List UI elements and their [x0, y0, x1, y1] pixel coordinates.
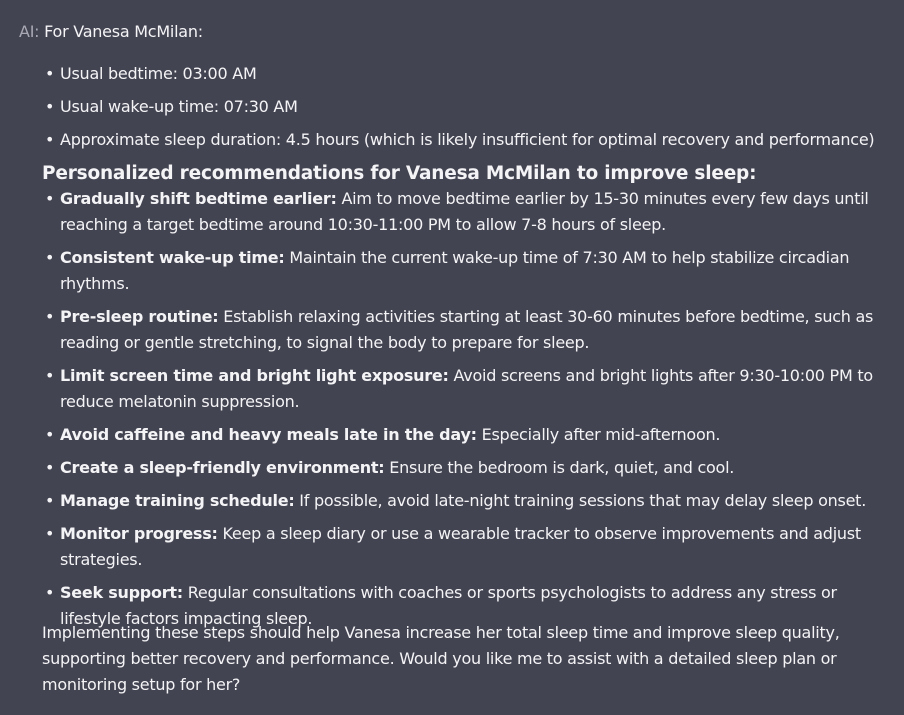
bullet-icon: • — [45, 307, 55, 326]
recommendation-text: Avoid screens and bright lights after 9:30-10:00 PM to reduce melatonin suppression. — [60, 366, 873, 411]
recommendation-title: Consistent wake-up time: — [60, 248, 285, 267]
speaker-label: AI: — [19, 22, 40, 41]
list-item — [42, 521, 892, 573]
recommendation-text: Establish relaxing activities starting at least 30-60 minutes before bedtime, such as reading or gentle stretching, to signal the body to prepare for sleep. — [60, 307, 874, 352]
bullet-icon: • — [45, 583, 55, 602]
recommendation-title: Create a sleep-friendly environment: — [60, 458, 385, 477]
summary-text: Usual wake-up time: 07:30 AM — [60, 97, 298, 116]
recommendation-title: Monitor progress: — [60, 524, 218, 543]
list-item — [42, 186, 892, 238]
summary-text: Usual bedtime: 03:00 AM — [60, 64, 257, 83]
recommendation-text: Especially after mid-afternoon. — [476, 425, 721, 444]
recommendation-title: Seek support: — [60, 583, 183, 602]
bullet-icon: • — [45, 189, 55, 208]
recommendation-text: If possible, avoid late-night training sessions that may delay sleep onset. — [294, 491, 867, 510]
bullet-icon: • — [45, 64, 55, 83]
bullet-icon: • — [45, 458, 55, 477]
recommendation-text: Keep a sleep diary or use a wearable tracker to observe improvements and adjust strategies. — [60, 524, 861, 569]
summary-text: Approximate sleep duration: 4.5 hours (which is likely insufficient for optimal recovery and performance) — [60, 130, 875, 149]
message-header — [19, 19, 203, 45]
list-item — [42, 304, 892, 356]
list-item — [42, 127, 892, 153]
sleep-summary-list — [42, 61, 892, 160]
closing-paragraph: Implementing these steps should help Vanesa increase her total sleep time and improve sleep quality, supporting better recovery and performance. Would you like me to assist with a detailed sleep plan or monitoring setup for her? — [42, 623, 840, 694]
recommendation-text: Maintain the current wake-up time of 7:30 AM to help stabilize circadian rhythms. — [60, 248, 850, 293]
list-item — [42, 61, 892, 87]
list-item — [42, 422, 892, 448]
list-item — [42, 363, 892, 415]
recommendations-heading: Personalized recommendations for Vanesa McMilan to improve sleep: — [42, 163, 757, 184]
list-item — [42, 455, 892, 481]
recommendation-text: Ensure the bedroom is dark, quiet, and cool. — [384, 458, 735, 477]
bullet-icon: • — [45, 97, 55, 116]
recommendation-title: Avoid caffeine and heavy meals late in the day: — [60, 425, 477, 444]
recommendation-title: Limit screen time and bright light exposure: — [60, 366, 449, 385]
recommendation-text: Regular consultations with coaches or sports psychologists to address any stress or lifestyle factors impacting sleep. — [60, 583, 837, 628]
intro-text: For Vanesa McMilan: — [44, 22, 203, 41]
bullet-icon: • — [45, 524, 55, 543]
list-item — [42, 94, 892, 120]
bullet-icon: • — [45, 425, 55, 444]
bullet-icon: • — [45, 130, 55, 149]
list-item — [42, 488, 892, 514]
list-item — [42, 245, 892, 297]
bullet-icon: • — [45, 248, 55, 267]
recommendation-title: Gradually shift bedtime earlier: — [60, 189, 337, 208]
recommendation-text: Aim to move bedtime earlier by 15-30 minutes every few days until reaching a target bedtime around 10:30-11:00 PM to allow 7-8 hours of sleep. — [60, 189, 869, 234]
bullet-icon: • — [45, 491, 55, 510]
recommendation-title: Manage training schedule: — [60, 491, 295, 510]
recommendations-list — [42, 186, 892, 639]
recommendation-title: Pre-sleep routine: — [60, 307, 219, 326]
bullet-icon: • — [45, 366, 55, 385]
